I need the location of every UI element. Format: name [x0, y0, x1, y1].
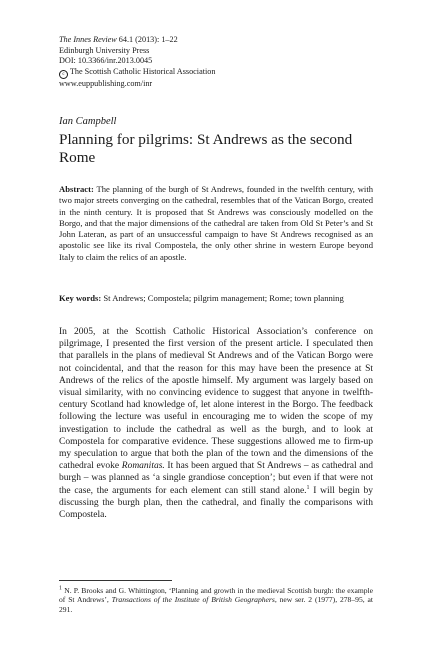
author-name: Ian Campbell — [59, 116, 117, 127]
publisher: Edinburgh University Press — [59, 45, 150, 55]
footnote-reference[interactable]: 1 — [306, 484, 310, 491]
abstract-label: Abstract: — [59, 184, 94, 194]
circled-c-icon: c — [59, 70, 68, 79]
abstract — [59, 184, 373, 263]
journal-metadata — [59, 35, 215, 89]
body-italic-term: Romanitas. — [121, 461, 165, 472]
copyright-line — [59, 67, 215, 79]
doi[interactable]: DOI: 10.3366/inr.2013.0045 — [59, 56, 153, 66]
footnote-text-part1: N. P. Brooks and G. Whittington, ‘Planning and growth in the medieval Scottish burgh: the example of St Andrews’, — [59, 586, 373, 605]
journal-name: The Innes Review — [59, 35, 117, 44]
website-link[interactable]: www.euppublishing.com/inr — [59, 78, 153, 88]
keywords-label: Key words: — [59, 293, 102, 303]
footnote — [59, 586, 373, 614]
journal-citation — [59, 35, 215, 46]
journal-issue: 64.1 (2013): 1–22 — [118, 35, 178, 44]
article-title: Planning for pilgrims: St Andrews as the second Rome — [59, 131, 353, 166]
keywords-text: St Andrews; Compostela; pilgrim management; Rome; town planning — [103, 293, 344, 303]
footnote-journal: Transactions of the Institute of British Geographers — [111, 595, 275, 605]
footnote-divider — [59, 580, 172, 581]
footnote-number: 1 — [59, 585, 62, 592]
body-paragraph — [59, 326, 373, 521]
abstract-text: The planning of the burgh of St Andrews, founded in the twelfth century, with two major streets converging on the cathedral, resembles that of the Vatican Borgo, created in the ninth century. It is proposed that St Andrews was consciously modelled on the Borgo, and that the major dimensions of the cathedral are taken from Old St Peter’s and St John Lateran, as part of an unsuccessful campaign to have St Andrews recognised as an apostolic see like its rival Compostela, the only other shrine in western Europe beyond Italy to claim the relics of an apostle. — [59, 184, 374, 262]
copyright-text: The Scottish Catholic Historical Association — [69, 66, 216, 76]
body-text-part2: It has been argued that St Andrews – as cathedral and burgh – was planned as ‘a single grandiose conception’; but even if that were not the case, the arguments for each element can still stand alone. — [59, 461, 373, 496]
body-text-part1: In 2005, at the Scottish Catholic Historical Association’s conference on pilgrimage, I presented the first version of the present article. I speculated then that parallels in the plans of medieval St Andrews and of the Vatican Borgo were not coincidental, and that the reason for this may have been the presence at St Andrews of the relics of the apostle himself. My argument was largely based on visual similarity, with no convincing evidence to suggest that anyone in twelfth-century Scotland had knowledge of, let alone interest in the Borgo. The feedback following the lecture was useful in encouraging me to widen the scope of my investigation to include the cathedral as well as the burgh, and to look at Compostela for comparative evidence. These suggestions allowed me to firm-up my speculation to argue that both the plan of the town and the dimensions of the cathedral evoke — [59, 327, 373, 472]
body-text-part3: I will begin by discussing the burgh plan, then the cathedral, and finally the comparisons with Compostela. — [59, 485, 373, 521]
keywords — [59, 293, 373, 304]
footnote-text-part2: , new ser. 2 (1977), 278–95, at 291. — [59, 595, 373, 614]
